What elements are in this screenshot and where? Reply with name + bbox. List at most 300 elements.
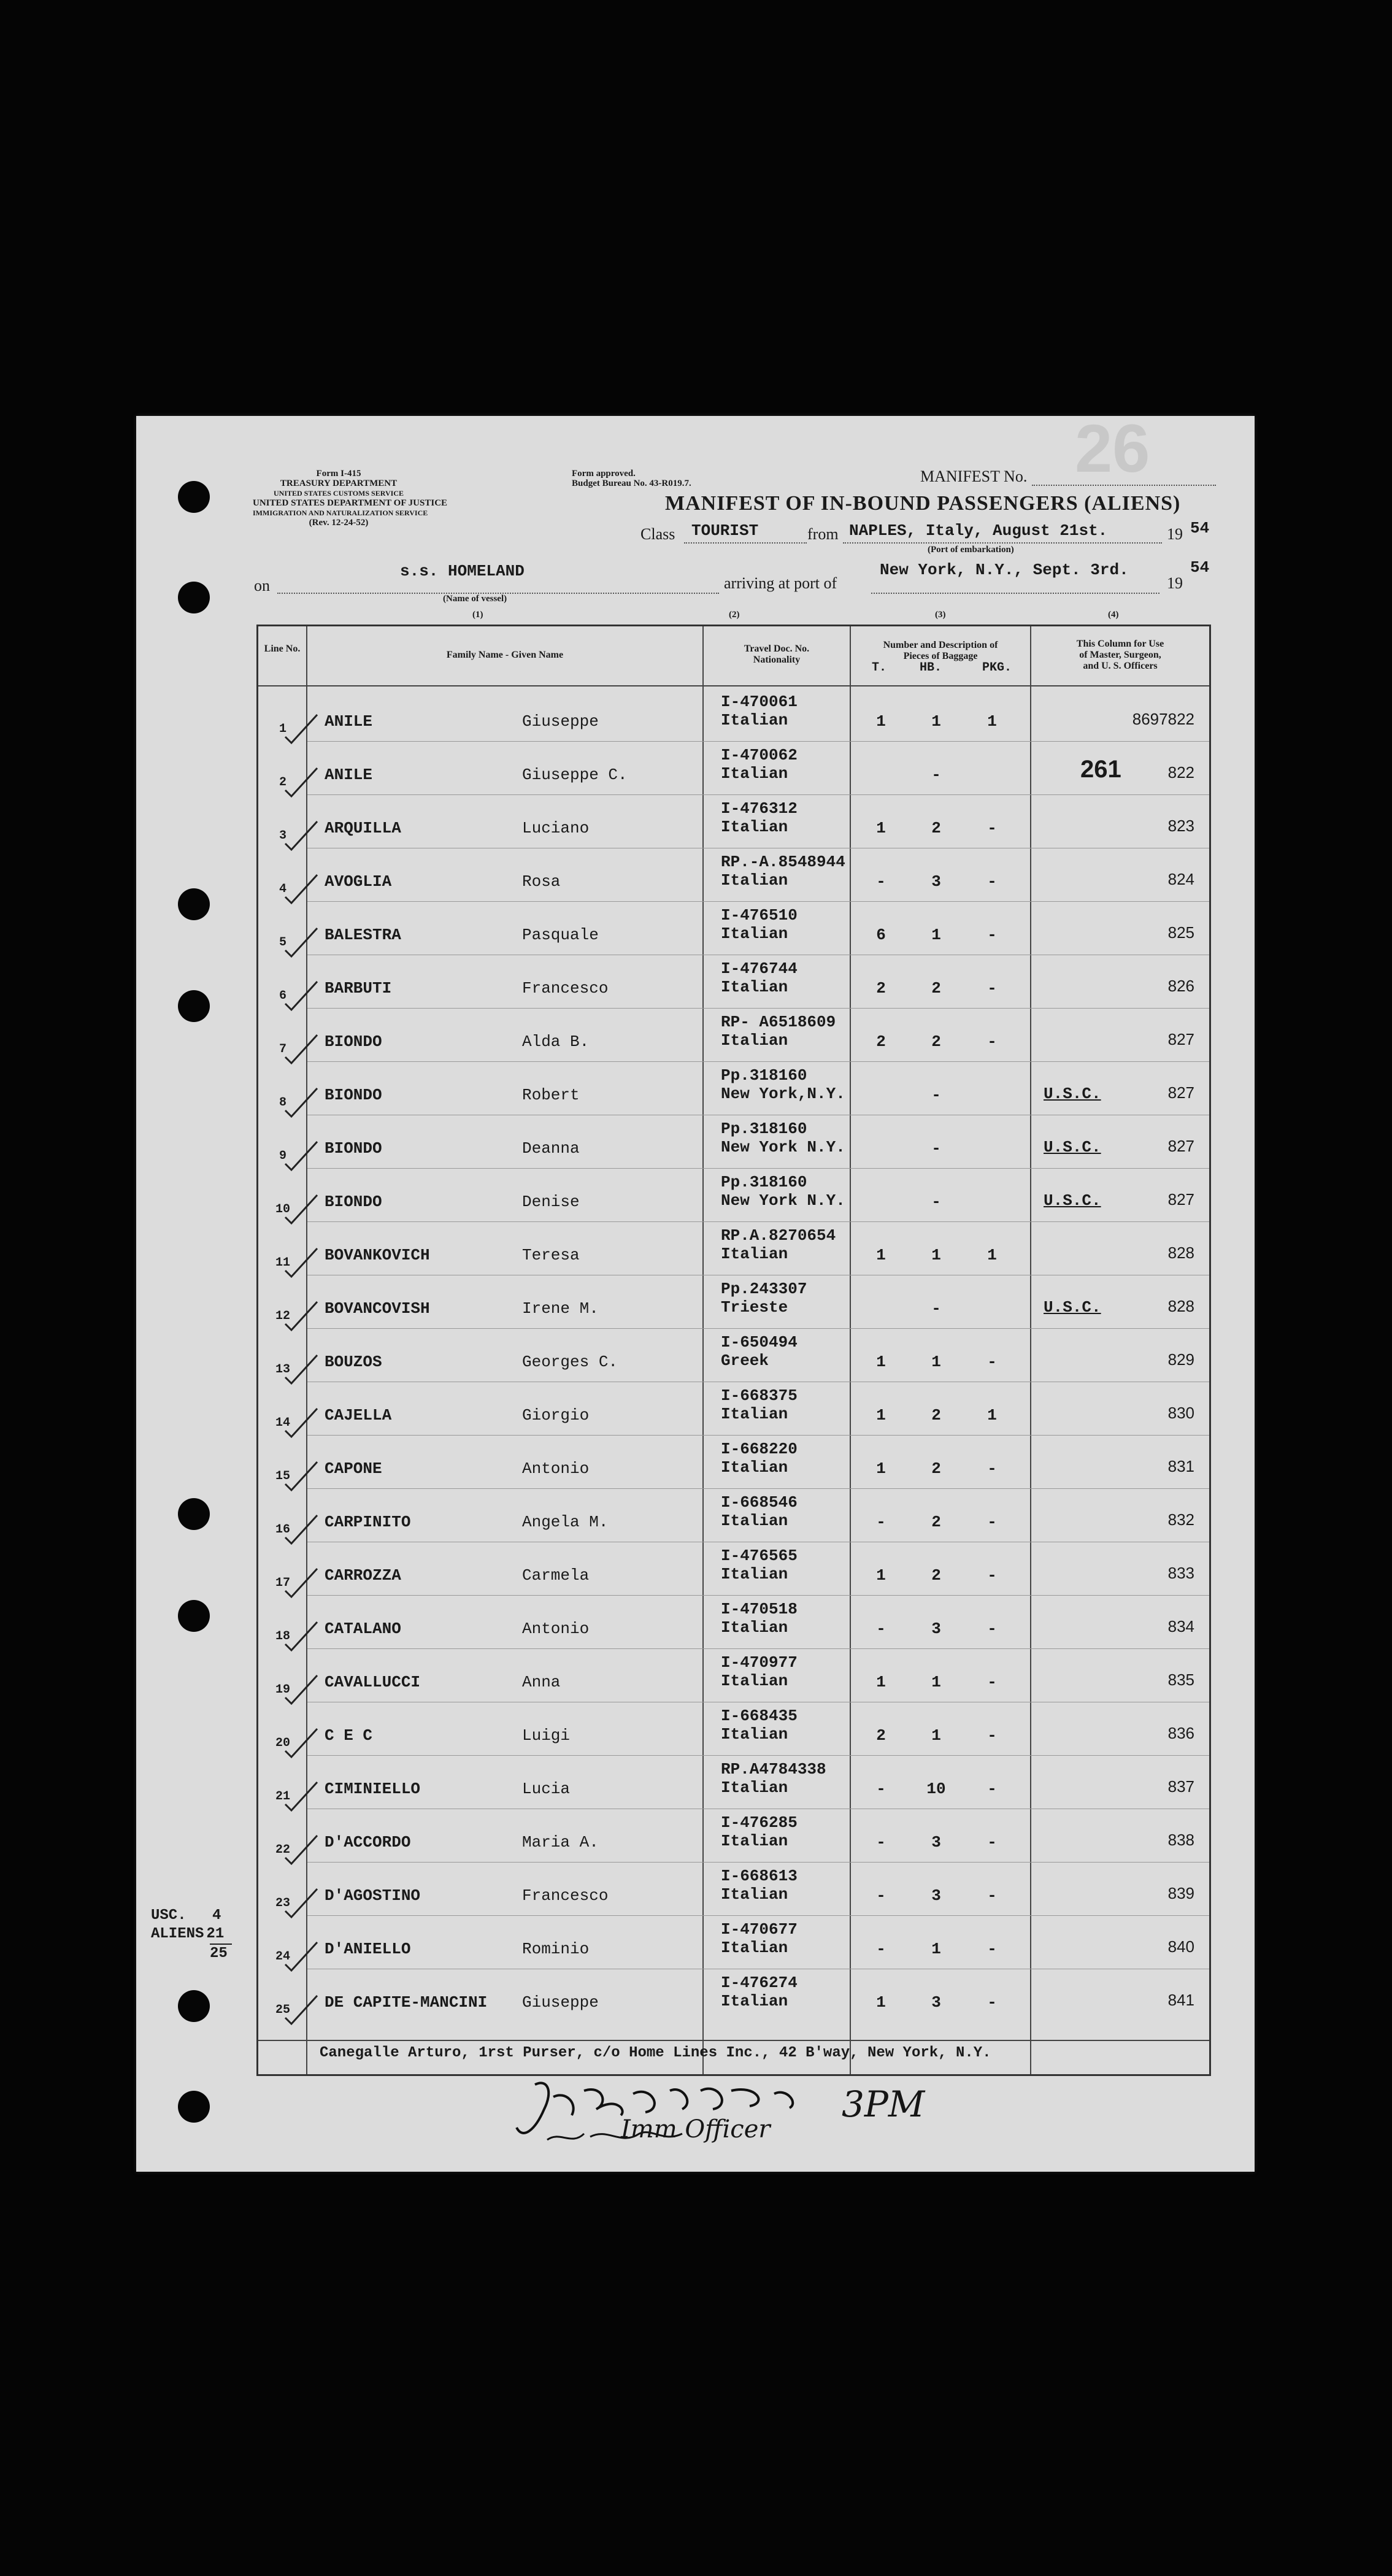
travel-doc-number: I-470061 xyxy=(721,693,798,711)
baggage-trunks: - xyxy=(876,1940,886,1958)
arrival-value: New York, N.Y., Sept. 3rd. xyxy=(880,561,1129,579)
nationality: New York,N.Y. xyxy=(721,1085,845,1103)
officer-note: 261 xyxy=(1080,756,1121,783)
officer-note: U.S.C. xyxy=(1044,1138,1101,1156)
given-name: Giorgio xyxy=(522,1406,590,1424)
table-row xyxy=(258,1969,1209,2022)
ins-line: IMMIGRATION AND NATURALIZATION SERVICE xyxy=(253,509,428,517)
record-number: 834 xyxy=(1167,1617,1194,1636)
punch-hole xyxy=(178,888,210,920)
officer-note: U.S.C. xyxy=(1044,1085,1101,1103)
form-number: Form I-415 xyxy=(316,469,361,479)
col-num-2: (2) xyxy=(729,610,740,620)
line-number: 13 xyxy=(275,1363,290,1377)
table-row xyxy=(258,1809,1209,1862)
baggage-trunks: - xyxy=(876,872,886,891)
baggage-packages: - xyxy=(987,1780,997,1798)
tally-aliens-label: ALIENS xyxy=(151,1926,204,1942)
col-num-1: (1) xyxy=(472,610,483,620)
tally-aliens xyxy=(151,1925,232,1944)
baggage-packages: - xyxy=(987,1620,997,1638)
row-divider xyxy=(307,1595,1209,1596)
baggage-handbags: 1 xyxy=(931,1353,941,1371)
table-row xyxy=(258,1275,1209,1328)
nationality: Italian xyxy=(721,1512,788,1530)
table-row xyxy=(258,901,1209,955)
table-row xyxy=(258,1915,1209,1969)
nationality: Italian xyxy=(721,1405,788,1423)
family-name: AVOGLIA xyxy=(325,872,392,891)
row-divider xyxy=(307,1221,1209,1222)
travel-doc-number: I-668220 xyxy=(721,1440,798,1458)
baggage-handbags: 2 xyxy=(931,1459,941,1478)
vessel-value: s.s. HOMELAND xyxy=(400,562,525,580)
col-header-baggage-2: Pieces of Baggage xyxy=(903,651,978,661)
family-name: BARBUTI xyxy=(325,979,392,998)
row-divider xyxy=(307,1168,1209,1169)
given-name: Antonio xyxy=(522,1620,590,1638)
baggage-trunks: 1 xyxy=(876,1566,886,1585)
baggage-handbags: 3 xyxy=(931,1993,941,2012)
baggage-handbags: - xyxy=(931,1139,941,1158)
record-number: 840 xyxy=(1167,1937,1194,1956)
col-header-baggage-1: Number and Description of xyxy=(883,640,998,650)
record-number: 838 xyxy=(1167,1831,1194,1849)
manifest-page xyxy=(136,411,1255,2172)
justice-line: UNITED STATES DEPARTMENT OF JUSTICE xyxy=(253,498,448,508)
record-number: 837 xyxy=(1167,1777,1194,1796)
given-name: Luciano xyxy=(522,819,590,837)
manifest-no-label: MANIFEST No. xyxy=(920,467,1028,485)
family-name: BIONDO xyxy=(325,1193,382,1211)
given-name: Angela M. xyxy=(522,1513,609,1531)
baggage-trunks: 1 xyxy=(876,712,886,731)
given-name: Georges C. xyxy=(522,1353,618,1371)
line-number: 22 xyxy=(275,1843,290,1857)
travel-doc-number: I-476744 xyxy=(721,959,798,978)
punch-hole xyxy=(178,1498,210,1530)
tally-usc-value: 4 xyxy=(212,1907,221,1924)
baggage-handbags: 2 xyxy=(931,1032,941,1051)
travel-doc-number: RP.A4784338 xyxy=(721,1760,826,1778)
baggage-handbags: 3 xyxy=(931,1886,941,1905)
baggage-packages: - xyxy=(987,1886,997,1905)
table-row xyxy=(258,1115,1209,1168)
col-header-officers-1: This Column for Use xyxy=(1076,639,1164,649)
line-number: 21 xyxy=(275,1790,290,1804)
baggage-packages: 1 xyxy=(987,712,997,731)
record-number: 831 xyxy=(1167,1457,1194,1475)
col-header-hb: HB. xyxy=(920,661,942,675)
family-name: CAVALLUCCI xyxy=(325,1673,421,1691)
year-value-1: 54 xyxy=(1190,519,1210,537)
baggage-handbags: - xyxy=(931,766,941,784)
baggage-trunks: - xyxy=(876,1780,886,1798)
nationality: Italian xyxy=(721,1245,788,1263)
signature-title: Imm Officer xyxy=(621,2115,771,2143)
baggage-packages: 1 xyxy=(987,1406,997,1424)
travel-doc-number: I-650494 xyxy=(721,1333,798,1351)
line-number: 20 xyxy=(275,1736,290,1750)
baggage-handbags: 3 xyxy=(931,1620,941,1638)
baggage-handbags: 3 xyxy=(931,872,941,891)
nationality: Italian xyxy=(721,1939,788,1957)
class-label: Class xyxy=(640,525,675,543)
tally-usc xyxy=(151,1907,232,1925)
family-name: CARPINITO xyxy=(325,1513,411,1531)
baggage-trunks: - xyxy=(876,1833,886,1851)
line-number: 4 xyxy=(279,882,286,896)
nationality: Greek xyxy=(721,1351,769,1370)
baggage-packages: - xyxy=(987,1513,997,1531)
line-number: 16 xyxy=(275,1523,290,1537)
nationality: Italian xyxy=(721,1618,788,1637)
line-number: 7 xyxy=(279,1042,286,1056)
officer-note: U.S.C. xyxy=(1044,1191,1101,1210)
approval-block xyxy=(572,469,691,488)
family-name: BOVANKOVICH xyxy=(325,1246,430,1264)
record-number: 822 xyxy=(1167,763,1194,782)
baggage-handbags: 2 xyxy=(931,819,941,837)
nationality: Italian xyxy=(721,764,788,783)
travel-doc-number: I-668546 xyxy=(721,1493,798,1512)
given-name: Robert xyxy=(522,1086,580,1104)
baggage-handbags: 1 xyxy=(931,1673,941,1691)
baggage-packages: - xyxy=(987,1833,997,1851)
year-value-2: 54 xyxy=(1190,558,1210,577)
passenger-table xyxy=(256,625,1211,2076)
record-number: 832 xyxy=(1167,1510,1194,1529)
line-number: 8 xyxy=(279,1096,286,1110)
row-divider xyxy=(307,1755,1209,1756)
table-row xyxy=(258,1595,1209,1648)
col-header-officers xyxy=(1031,639,1209,672)
line-number: 17 xyxy=(275,1576,290,1590)
record-number: 823 xyxy=(1167,817,1194,835)
nationality: Italian xyxy=(721,925,788,943)
line-number: 14 xyxy=(275,1416,290,1430)
agency-block xyxy=(253,469,448,528)
baggage-trunks: 2 xyxy=(876,1726,886,1745)
check-mark-icon xyxy=(283,1993,320,2030)
year-prefix-2: 19 xyxy=(1167,574,1183,592)
col-header-doc xyxy=(704,644,850,666)
baggage-handbags: - xyxy=(931,1193,941,1211)
baggage-packages: - xyxy=(987,1566,997,1585)
baggage-packages: - xyxy=(987,1993,997,2012)
table-row xyxy=(258,1862,1209,1915)
nationality: Italian xyxy=(721,1992,788,2010)
baggage-handbags: 10 xyxy=(926,1780,946,1798)
line-number: 19 xyxy=(275,1683,290,1697)
baggage-trunks: 2 xyxy=(876,979,886,998)
port-embark-note: (Port of embarkation) xyxy=(928,545,1014,555)
vessel-note: (Name of vessel) xyxy=(443,594,507,604)
table-row xyxy=(258,955,1209,1008)
travel-doc-number: Pp.318160 xyxy=(721,1120,807,1138)
baggage-packages: - xyxy=(987,872,997,891)
record-number: 828 xyxy=(1167,1244,1194,1262)
family-name: CIMINIELLO xyxy=(325,1780,421,1798)
table-row xyxy=(258,1382,1209,1435)
col-header-officers-3: and U. S. Officers xyxy=(1083,661,1158,671)
given-name: Irene M. xyxy=(522,1299,599,1318)
baggage-handbags: 2 xyxy=(931,1513,941,1531)
row-divider xyxy=(307,1648,1209,1649)
tally-aliens-value: 21 xyxy=(206,1926,225,1942)
baggage-trunks: 1 xyxy=(876,1459,886,1478)
punch-hole xyxy=(178,1600,210,1632)
family-name: DE CAPITE-MANCINI xyxy=(325,1993,488,2012)
from-line xyxy=(843,542,1162,544)
row-divider xyxy=(307,1862,1209,1863)
line-number: 6 xyxy=(279,989,286,1003)
given-name: Rosa xyxy=(522,872,561,891)
table-row xyxy=(258,794,1209,848)
row-divider xyxy=(307,1328,1209,1329)
family-name: BALESTRA xyxy=(325,926,401,944)
record-number: 839 xyxy=(1167,1884,1194,1902)
table-row xyxy=(258,1702,1209,1755)
baggage-trunks: 1 xyxy=(876,1993,886,2012)
given-name: Francesco xyxy=(522,979,609,998)
family-name: BIONDO xyxy=(325,1086,382,1104)
family-name: ARQUILLA xyxy=(325,819,401,837)
baggage-handbags: 1 xyxy=(931,712,941,731)
table-row xyxy=(258,848,1209,901)
family-name: CAJELLA xyxy=(325,1406,392,1424)
record-number: 833 xyxy=(1167,1564,1194,1582)
table-row xyxy=(258,688,1209,741)
baggage-packages: - xyxy=(987,1673,997,1691)
family-name: BIONDO xyxy=(325,1139,382,1158)
baggage-trunks: - xyxy=(876,1620,886,1638)
col-header-t: T. xyxy=(872,661,887,675)
travel-doc-number: I-668613 xyxy=(721,1867,798,1885)
record-number: 841 xyxy=(1167,1991,1194,2009)
time-note: 3PM xyxy=(842,2083,925,2125)
from-label: from xyxy=(807,525,839,543)
customs-line: UNITED STATES CUSTOMS SERVICE xyxy=(274,489,404,498)
given-name: Francesco xyxy=(522,1886,609,1905)
travel-doc-number: I-668375 xyxy=(721,1386,798,1405)
nationality: New York N.Y. xyxy=(721,1191,845,1210)
punch-hole xyxy=(178,990,210,1022)
col-header-pkg: PKG. xyxy=(982,661,1012,675)
table-row xyxy=(258,741,1209,794)
travel-doc-number: I-476274 xyxy=(721,1974,798,1992)
nationality: Italian xyxy=(721,978,788,996)
baggage-trunks: 1 xyxy=(876,1673,886,1691)
family-name: BOUZOS xyxy=(325,1353,382,1371)
baggage-packages: - xyxy=(987,1032,997,1051)
given-name: Maria A. xyxy=(522,1833,599,1851)
nationality: Italian xyxy=(721,1031,788,1050)
col-header-name: Family Name - Given Name xyxy=(446,650,564,660)
line-number: 25 xyxy=(275,2003,290,2017)
line-number: 24 xyxy=(275,1950,290,1964)
table-row xyxy=(258,1061,1209,1115)
record-number: 836 xyxy=(1167,1724,1194,1742)
family-name: CARROZZA xyxy=(325,1566,401,1585)
line-number: 1 xyxy=(279,722,286,736)
table-row xyxy=(258,1328,1209,1382)
given-name: Giuseppe xyxy=(522,1993,599,2012)
line-number: 18 xyxy=(275,1629,290,1644)
line-number: 23 xyxy=(275,1896,290,1910)
tally-usc-label: USC. xyxy=(151,1907,186,1924)
baggage-trunks: - xyxy=(876,1886,886,1905)
purser-line: Canegalle Arturo, 1rst Purser, c/o Home Lines Inc., 42 B'way, New York, N.Y. xyxy=(320,2045,991,2061)
record-number: 827 xyxy=(1167,1137,1194,1155)
from-value: NAPLES, Italy, August 21st. xyxy=(849,521,1108,540)
nationality: Italian xyxy=(721,1458,788,1477)
baggage-trunks: 2 xyxy=(876,1032,886,1051)
travel-doc-number: I-470677 xyxy=(721,1920,798,1939)
nationality: New York N.Y. xyxy=(721,1138,845,1156)
table-row xyxy=(258,1542,1209,1595)
baggage-handbags: 1 xyxy=(931,1246,941,1264)
baggage-trunks: 1 xyxy=(876,1246,886,1264)
given-name: Anna xyxy=(522,1673,561,1691)
revision-line: (Rev. 12-24-52) xyxy=(309,518,369,528)
baggage-packages: - xyxy=(987,979,997,998)
col-num-3: (3) xyxy=(935,610,946,620)
travel-doc-number: Pp.318160 xyxy=(721,1066,807,1085)
given-name: Luigi xyxy=(522,1726,571,1745)
nationality: Italian xyxy=(721,1885,788,1904)
travel-doc-number: I-476285 xyxy=(721,1813,798,1832)
punch-hole xyxy=(178,481,210,513)
col-header-baggage xyxy=(851,640,1030,662)
nationality: Italian xyxy=(721,1565,788,1583)
table-row xyxy=(258,1168,1209,1221)
col-header-officers-2: of Master, Surgeon, xyxy=(1079,650,1161,660)
punch-hole xyxy=(178,2091,210,2123)
given-name: Lucia xyxy=(522,1780,571,1798)
given-name: Pasquale xyxy=(522,926,599,944)
year-prefix-1: 19 xyxy=(1167,525,1183,543)
row-divider xyxy=(307,1488,1209,1489)
record-number: 8697822 xyxy=(1132,710,1194,728)
col-header-doc-1: Travel Doc. No. xyxy=(744,644,810,654)
baggage-trunks: 1 xyxy=(876,819,886,837)
record-number: 825 xyxy=(1167,923,1194,942)
given-name: Deanna xyxy=(522,1139,580,1158)
family-name: C E C xyxy=(325,1726,373,1745)
given-name: Giuseppe C. xyxy=(522,766,628,784)
travel-doc-number: I-470062 xyxy=(721,746,798,764)
arriving-label: arriving at port of xyxy=(724,574,837,592)
given-name: Giuseppe xyxy=(522,712,599,731)
line-number: 10 xyxy=(275,1202,290,1217)
nationality: Italian xyxy=(721,871,788,890)
given-name: Alda B. xyxy=(522,1032,590,1051)
nationality: Italian xyxy=(721,1725,788,1744)
given-name: Antonio xyxy=(522,1459,590,1478)
family-name: D'AGOSTINO xyxy=(325,1886,421,1905)
baggage-handbags: 3 xyxy=(931,1833,941,1851)
travel-doc-number: Pp.318160 xyxy=(721,1173,807,1191)
travel-doc-number: I-476312 xyxy=(721,799,798,818)
travel-doc-number: I-476510 xyxy=(721,906,798,925)
row-divider xyxy=(307,1061,1209,1062)
baggage-handbags: 2 xyxy=(931,1566,941,1585)
record-number: 824 xyxy=(1167,870,1194,888)
given-name: Rominio xyxy=(522,1940,590,1958)
travel-doc-number: RP.A.8270654 xyxy=(721,1226,836,1245)
line-number: 12 xyxy=(275,1309,290,1323)
signature-text xyxy=(566,2082,718,2110)
punch-hole xyxy=(178,582,210,613)
given-name: Teresa xyxy=(522,1246,580,1264)
tally-total: 25 xyxy=(210,1944,232,1963)
treasury-line: TREASURY DEPARTMENT xyxy=(280,479,398,488)
baggage-trunks: 6 xyxy=(876,926,886,944)
travel-doc-number: Pp.243307 xyxy=(721,1280,807,1298)
approved-line: Form approved. xyxy=(572,469,636,479)
baggage-handbags: - xyxy=(931,1299,941,1318)
baggage-packages: 1 xyxy=(987,1246,997,1264)
record-number: 826 xyxy=(1167,977,1194,995)
travel-doc-number: RP- A6518609 xyxy=(721,1013,836,1031)
family-name: CATALANO xyxy=(325,1620,401,1638)
line-number: 2 xyxy=(279,775,286,790)
baggage-packages: - xyxy=(987,1459,997,1478)
record-number: 835 xyxy=(1167,1671,1194,1689)
family-name: D'ANIELLO xyxy=(325,1940,411,1958)
record-number: 827 xyxy=(1167,1083,1194,1102)
col-header-line-text: Line No. xyxy=(264,644,301,654)
margin-tally xyxy=(151,1907,232,1963)
family-name: BIONDO xyxy=(325,1032,382,1051)
record-number: 827 xyxy=(1167,1030,1194,1048)
on-label: on xyxy=(254,577,270,594)
travel-doc-number: I-470977 xyxy=(721,1653,798,1672)
table-row xyxy=(258,1435,1209,1488)
table-row xyxy=(258,1221,1209,1275)
baggage-handbags: 2 xyxy=(931,1406,941,1424)
travel-doc-number: I-668435 xyxy=(721,1707,798,1725)
baggage-trunks: 1 xyxy=(876,1406,886,1424)
travel-doc-number: I-470518 xyxy=(721,1600,798,1618)
table-row xyxy=(258,1008,1209,1061)
row-divider xyxy=(307,901,1209,902)
given-name: Denise xyxy=(522,1193,580,1211)
travel-doc-number: I-476565 xyxy=(721,1547,798,1565)
family-name: D'ACCORDO xyxy=(325,1833,411,1851)
record-number: 827 xyxy=(1167,1190,1194,1209)
baggage-handbags: - xyxy=(931,1086,941,1104)
manifest-title: MANIFEST OF IN-BOUND PASSENGERS (ALIENS) xyxy=(665,492,1181,515)
record-number: 830 xyxy=(1167,1404,1194,1422)
table-row xyxy=(258,1648,1209,1702)
row-divider xyxy=(307,1435,1209,1436)
line-number: 9 xyxy=(279,1149,286,1163)
nationality: Italian xyxy=(721,818,788,836)
baggage-packages: - xyxy=(987,819,997,837)
baggage-handbags: 2 xyxy=(931,979,941,998)
table-row xyxy=(258,1488,1209,1542)
baggage-packages: - xyxy=(987,1940,997,1958)
col-header-line xyxy=(261,644,304,655)
nationality: Italian xyxy=(721,711,788,729)
nationality: Italian xyxy=(721,1672,788,1690)
footer-divider xyxy=(258,2040,1209,2041)
baggage-handbags: 1 xyxy=(931,926,941,944)
given-name: Carmela xyxy=(522,1566,590,1585)
baggage-handbags: 1 xyxy=(931,1940,941,1958)
